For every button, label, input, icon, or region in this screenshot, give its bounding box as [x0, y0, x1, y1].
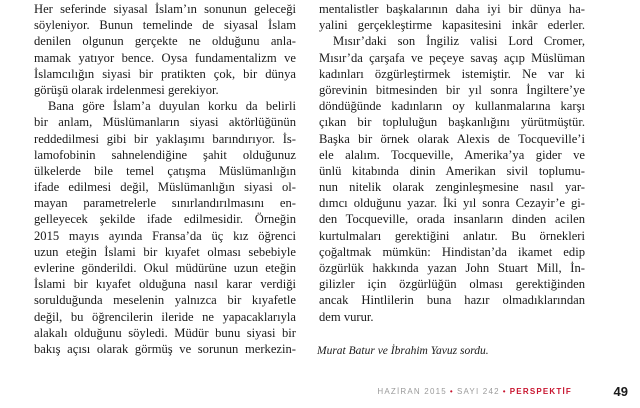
text-line: İslamcılığın siyasi bir pratikten çok, bir dünya	[34, 66, 296, 81]
magazine-name: PERSPEKTİF	[509, 387, 572, 396]
text-line: denilen olgunun gerçekte ne olduğunu anla-	[34, 34, 296, 49]
text-line: gelleyecek şekilde ifade edilmesidir. Örneğin	[34, 212, 296, 227]
text-line: çıkan bir topluluğun başkanlığını yürütmüştür.	[319, 115, 585, 130]
text-line: İslami bir kıyafet olduğuna nasıl karar verdiği	[34, 277, 296, 292]
text-line: Her seferinde siyasal İslam’ın sonunun geleceği	[34, 2, 296, 16]
text-line: mentalistler başkalarının daha iyi bir dünya ha-	[319, 2, 585, 16]
issue-number: SAYI 242	[456, 387, 500, 396]
text-line: evlerine gönderildi. Okul müdürüne uzun eteğin	[34, 261, 296, 275]
text-line: reddedilmesi gibi bir yaklaşımı barındırıyor. İs-	[34, 131, 296, 146]
text-line: bir anlam, Müslümanların siyasi aktörlüğünün	[34, 115, 296, 130]
issue-info	[377, 387, 572, 396]
text-line: ülkelerde bile temel çatışma Müslümanlığın	[34, 163, 296, 178]
text-line: bakış açısı olarak görmüş ve sorunun merkezin-	[34, 341, 296, 356]
text-line: lamofobinin sahnelendiğine şahit olduğunuz	[34, 147, 296, 162]
text-line: gilizler için özgürlüğün olması gerektiğinden	[319, 277, 585, 292]
text-line: döndüğünde kadınların oy kullanmalarına karşı	[319, 99, 585, 114]
text-line: dem vurur.	[319, 309, 374, 324]
text-line: söyleniyor. Bunun temelinde de siyasal İslam	[34, 18, 296, 33]
text-line: kurtulmaları gerektiğini anlatır. Bu örnekleri	[319, 228, 585, 243]
text-line: alakalı olduğunu söyledi. Müdür bunu siyasi bir	[34, 325, 296, 340]
text-line: kadınları özgürleştirmek istemiştir. Ne var ki	[319, 66, 585, 81]
text-line: 2015 mayıs ayında Fransa’da üç kız öğrenci	[34, 228, 296, 243]
text-line: sorulduğunda meselenin yalnızca bir kıyafetle	[34, 293, 296, 308]
text-line: ancak Hintlilerin buna hazır olmadıklarından	[319, 293, 585, 308]
article-column-left	[34, 1, 296, 357]
text-line: Mısır’daki son İngiliz valisi Lord Cromer,	[333, 34, 585, 49]
interview-credit: Murat Batur ve İbrahim Yavuz sordu.	[317, 345, 489, 357]
text-line: mamak yatıyor bence. Oysa fundamentalizm ve	[34, 50, 296, 65]
text-line: ünlü kitabında dinin Amerikan sivil toplumu-	[319, 163, 585, 178]
text-line: Mısır’da çarşafa ve peçeye savaş açıp Müslüman	[319, 50, 585, 65]
text-line: mayan parametrelerle sınırlandırılmasını en-	[34, 196, 296, 211]
text-line: Bana göre İslam’a duyulan korku da belirli	[48, 99, 296, 114]
text-line: görüşü olarak irdelenmesi gerekiyor.	[34, 82, 219, 97]
page-number: 49	[613, 384, 628, 399]
text-line: değil, bu öğrencilerin ileride ne yapacaklarıyla	[34, 309, 296, 324]
article-column-right	[319, 1, 585, 325]
text-line: çoğaltmak mümkün: Hindistan’da ikamet edip	[319, 244, 585, 259]
issue-month-year: HAZİRAN 2015	[377, 387, 447, 396]
text-line: görevinin bitmesinden bir yıl sonra İngiltere’ye	[319, 82, 585, 97]
text-line: Başka bir örnek olarak Alexis de Tocqueville’i	[319, 131, 585, 146]
page-footer	[0, 385, 640, 401]
text-line: den Tocqueville, orada insanların dinden acilen	[319, 212, 585, 227]
text-line: ifade edilmesi değil, Müslümanlığın siyasi ol-	[34, 180, 296, 195]
text-line: ele alalım. Tocqueville, Amerika’ya gider ve	[319, 147, 585, 162]
text-line: uzun eteğin İslami bir kıyafet olması sebebiyle	[34, 244, 296, 259]
text-line: dımcı olduğunu yazar. İki yıl sonra Cezayir’e gi-	[319, 196, 585, 211]
footer-separator: •	[502, 387, 507, 396]
text-line: yalini gerçekleştirme kapasitesini inkâr ederler.	[319, 18, 585, 33]
footer-separator: •	[449, 387, 454, 396]
text-line: nun nitelik olarak zenginleşmesine nasıl yar-	[319, 180, 585, 195]
text-line: özgürlük hakkında yazan John Stuart Mill, İn-	[319, 261, 585, 275]
